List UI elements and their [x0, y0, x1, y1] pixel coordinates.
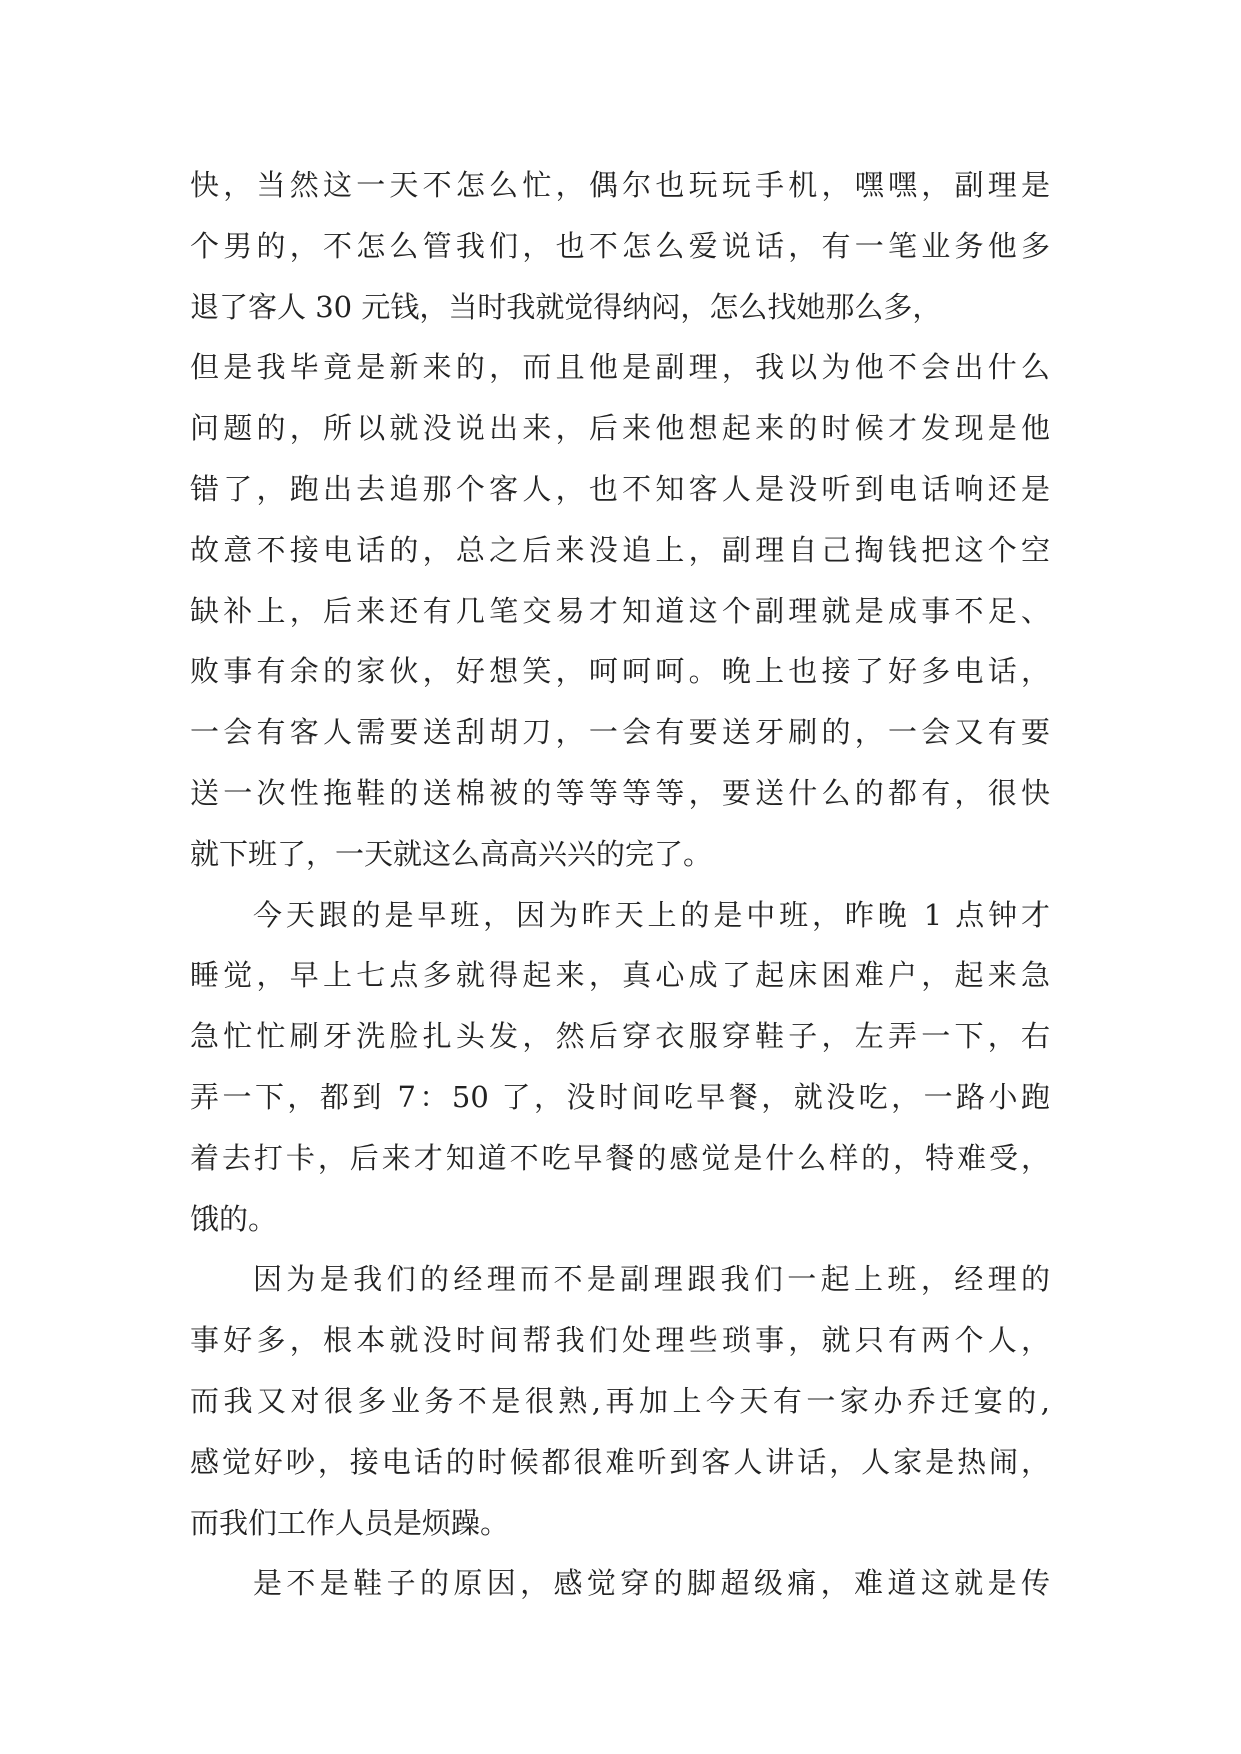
text-line: 个男的，不怎么管我们，也不怎么爱说话，有一笔业务他多 — [190, 228, 1050, 263]
text-line: 而我又对很多业务不是很熟,再加上今天有一家办乔迁宴的, — [190, 1383, 1050, 1418]
text-line: 睡觉，早上七点多就得起来，真心成了起床困难户，起来急 — [190, 958, 1050, 993]
text-line: 就下班了，一天就这么高高兴兴的完了。 — [190, 836, 713, 871]
text-line: 但是我毕竟是新来的，而且他是副理，我以为他不会出什么 — [190, 350, 1050, 385]
text-line: 急忙忙刷牙洗脸扎头发，然后穿衣服穿鞋子，左弄一下，右 — [190, 1019, 1050, 1054]
paragraph-first-line: 因为是我们的经理而不是副理跟我们一起上班，经理的 — [253, 1262, 1050, 1297]
text-line: 退了客人 30 元钱，当时我就觉得纳闷，怎么找她那么多， — [190, 289, 942, 324]
text-line: 感觉好吵，接电话的时候都很难听到客人讲话，人家是热闹， — [190, 1444, 1050, 1479]
text-line: 问题的，所以就没说出来，后来他想起来的时候才发现是他 — [190, 411, 1050, 446]
text-line: 快，当然这一天不怎么忙，偶尔也玩玩手机，嘿嘿，副理是 — [190, 168, 1050, 202]
text-line: 缺补上，后来还有几笔交易才知道这个副理就是成事不足、 — [190, 593, 1050, 628]
text-line: 错了，跑出去追那个客人，也不知客人是没听到电话响还是 — [190, 471, 1050, 506]
text-line: 送一次性拖鞋的送棉被的等等等等，要送什么的都有，很快 — [190, 775, 1050, 810]
text-line: 故意不接电话的，总之后来没追上，副理自己掏钱把这个空 — [190, 532, 1050, 567]
text-line: 弄一下，都到 7：50 了，没时间吃早餐，就没吃，一路小跑 — [190, 1079, 1050, 1114]
text-line: 事好多，根本就没时间帮我们处理些琐事，就只有两个人， — [190, 1323, 1050, 1358]
text-line: 饿的。 — [190, 1201, 278, 1236]
text-line: 一会有客人需要送刮胡刀，一会有要送牙刷的，一会又有要 — [190, 715, 1050, 750]
text-line: 而我们工作人员是烦躁。 — [190, 1505, 510, 1540]
body-text — [190, 155, 1050, 1614]
text-line: 败事有余的家伙，好想笑，呵呵呵。晚上也接了好多电话， — [190, 654, 1050, 689]
paragraph-first-line: 是不是鞋子的原因，感觉穿的脚超级痛，难道这就是传 — [253, 1566, 1050, 1601]
paragraph-first-line: 今天跟的是早班，因为昨天上的是中班，昨晚 1 点钟才 — [253, 897, 1050, 932]
text-line: 着去打卡，后来才知道不吃早餐的感觉是什么样的，特难受， — [190, 1140, 1050, 1175]
